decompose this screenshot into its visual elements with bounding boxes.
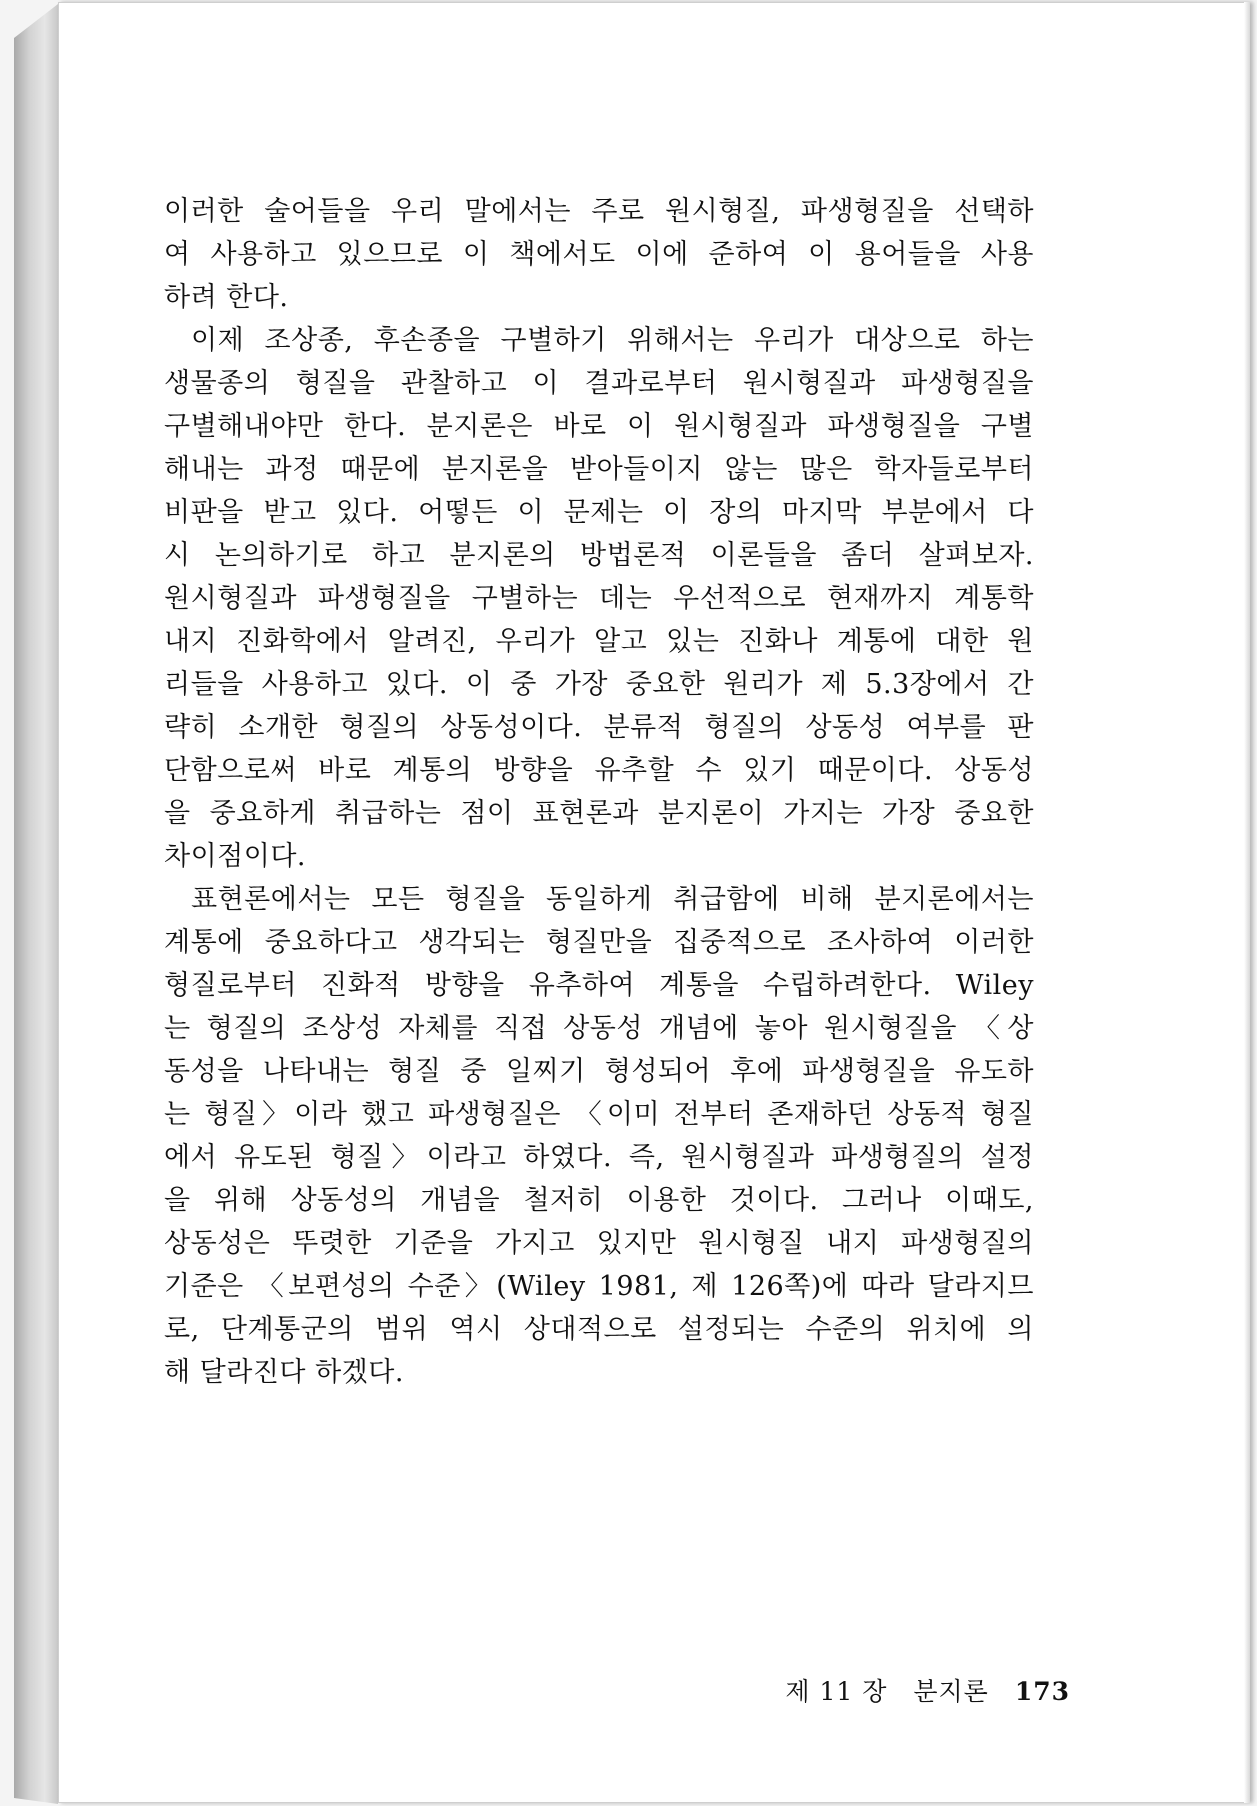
text-line: 동성을 나타내는 형질 중 일찌기 형성되어 후에 파생형질을 유도하 (164, 1056, 1034, 1087)
text-line: 생물종의 형질을 관찰하고 이 결과로부터 원시형질과 파생형질을 (164, 368, 1034, 399)
text-line: 는 형질〉이라 했고 파생형질은 〈이미 전부터 존재하던 상동적 형질 (164, 1099, 1034, 1130)
text-line: 로, 단계통군의 범위 역시 상대적으로 설정되는 수준의 위치에 의 (164, 1314, 1034, 1345)
text-line: 해 달라진다 하겠다. (164, 1357, 404, 1388)
text-line: 상동성은 뚜렷한 기준을 가지고 있지만 원시형질 내지 파생형질의 (164, 1228, 1034, 1259)
text-line: 이러한 술어들을 우리 말에서는 주로 원시형질, 파생형질을 선택하 (164, 196, 1034, 227)
page-number: 173 (1014, 1677, 1070, 1706)
text-line: 차이점이다. (164, 841, 306, 872)
text-line: 원시형질과 파생형질을 구별하는 데는 우선적으로 현재까지 계통학 (164, 583, 1034, 614)
running-footer (600, 1672, 1070, 1708)
text-line: 내지 진화학에서 알려진, 우리가 알고 있는 진화나 계통에 대한 원 (164, 626, 1034, 657)
text-line: 여 사용하고 있으므로 이 책에서도 이에 준하여 이 용어들을 사용 (164, 239, 1034, 270)
text-line: 시 논의하기로 하고 분지론의 방법론적 이론들을 좀더 살펴보자. (164, 540, 1034, 571)
text-line: 표현론에서는 모든 형질을 동일하게 취급함에 비해 분지론에서는 (191, 884, 1034, 915)
text-line: 계통에 중요하다고 생각되는 형질만을 집중적으로 조사하여 이러한 (164, 927, 1034, 958)
text-line: 비판을 받고 있다. 어떻든 이 문제는 이 장의 마지막 부분에서 다 (164, 497, 1034, 528)
text-line: 이제 조상종, 후손종을 구별하기 위해서는 우리가 대상으로 하는 (191, 325, 1034, 356)
text-line: 리들을 사용하고 있다. 이 중 가장 중요한 원리가 제 5.3장에서 간 (164, 669, 1034, 700)
page-edge (1244, 2, 1250, 1803)
text-line: 구별해내야만 한다. 분지론은 바로 이 원시형질과 파생형질을 구별 (164, 411, 1034, 442)
chapter-title: 분지론 (913, 1677, 989, 1706)
text-line: 형질로부터 진화적 방향을 유추하여 계통을 수립하려한다. Wiley (164, 970, 1034, 1001)
text-line: 해내는 과정 때문에 분지론을 받아들이지 않는 많은 학자들로부터 (164, 454, 1034, 485)
chapter-number: 제 11 장 (785, 1677, 888, 1706)
body-text (164, 190, 1034, 1394)
text-line: 기준은 〈보편성의 수준〉(Wiley 1981, 제 126쪽)에 따라 달라지므 (164, 1271, 1034, 1302)
text-line: 에서 유도된 형질〉이라고 하였다. 즉, 원시형질과 파생형질의 설정 (164, 1142, 1034, 1173)
text-line: 을 위해 상동성의 개념을 철저히 이용한 것이다. 그러나 이때도, (164, 1185, 1034, 1216)
text-line: 을 중요하게 취급하는 점이 표현론과 분지론이 가지는 가장 중요한 (164, 798, 1034, 829)
text-line: 는 형질의 조상성 자체를 직접 상동성 개념에 놓아 원시형질을 〈상 (164, 1013, 1034, 1044)
book-spine (14, 4, 58, 1804)
text-line: 하려 한다. (164, 282, 289, 313)
text-line: 단함으로써 바로 계통의 방향을 유추할 수 있기 때문이다. 상동성 (164, 755, 1034, 786)
text-line: 략히 소개한 형질의 상동성이다. 분류적 형질의 상동성 여부를 판 (164, 712, 1034, 743)
